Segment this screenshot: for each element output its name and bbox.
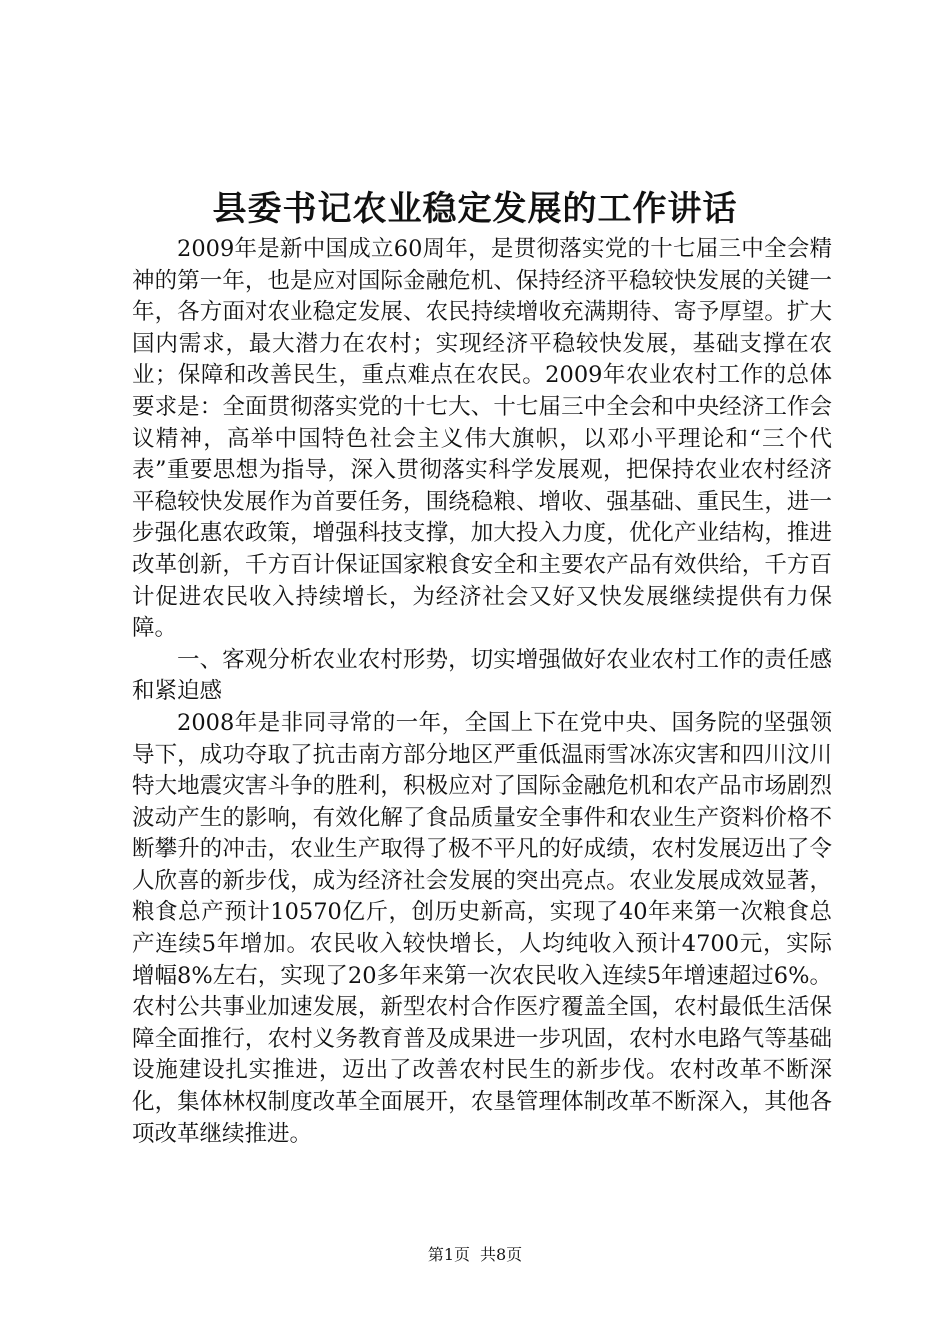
section-heading-1: 一、客观分析农业农村形势，切实增强做好农业农村工作的责任感和紧迫感 (132, 646, 832, 705)
paragraph-2008-review: 2008年是非同寻常的一年，全国上下在党中央、国务院的坚强领导下，成功夺取了抗击南方部分地区严重低温雨雪冰冻灾害和四川汶川特大地震灾害斗争的胜利，积极应对了国际金融危机和农产品市场剧烈波动产生的影响，有效化解了食品质量安全事件和农业生产资料价格不断攀升的冲击，农业生产取得了极不平凡的好成绩，农村发展迈出了令人欣喜的新步伐，成为经济社会发展的突出亮点。农业发展成效显著，粮食总产预计10570亿斤，创历史新高，实现了40年来第一次粮食总产连续5年增加。农民收入较快增长，人均纯收入预计4700元，实际增幅8%左右，实现了20多年来第一次农民收入连续5年增速超过6%。农村公共事业加速发展，新型农村合作医疗覆盖全国，农村最低生活保障全面推行，农村义务教育普及成果进一步巩固，农村水电路气等基础设施建设扎实推进，迈出了改善农村民生的新步伐。农村改革不断深化，集体林权制度改革全面展开，农垦管理体制改革不断深入，其他各项改革继续推进。 (132, 709, 832, 1147)
page-footer (0, 1244, 950, 1266)
page-number: 第1页 (427, 1245, 470, 1264)
page-total: 共8页 (480, 1245, 523, 1264)
document-title: 县委书记农业稳定发展的工作讲话 (212, 189, 738, 229)
document-body (132, 234, 832, 1150)
paragraph-intro: 2009年是新中国成立60周年，是贯彻落实党的十七届三中全会精神的第一年，也是应对国际金融危机、保持经济平稳较快发展的关键一年，各方面对农业稳定发展、农民持续增收充满期待、寄予厚望。扩大国内需求，最大潜力在农村；实现经济平稳较快发展，基础支撑在农业；保障和改善民生，重点难点在农民。2009年农业农村工作的总体要求是：全面贯彻落实党的十七大、十七届三中全会和中央经济工作会议精神，高举中国特色社会主义伟大旗帜，以邓小平理论和“三个代表”重要思想为指导，深入贯彻落实科学发展观，把保持农业农村经济平稳较快发展作为首要任务，围绕稳粮、增收、强基础、重民生，进一步强化惠农政策，增强科技支撑，加大投入力度，优化产业结构，推进改革创新，千方百计保证国家粮食安全和主要农产品有效供给，千方百计促进农民收入持续增长，为经济社会又好又快发展继续提供有力保障。 (132, 236, 832, 642)
